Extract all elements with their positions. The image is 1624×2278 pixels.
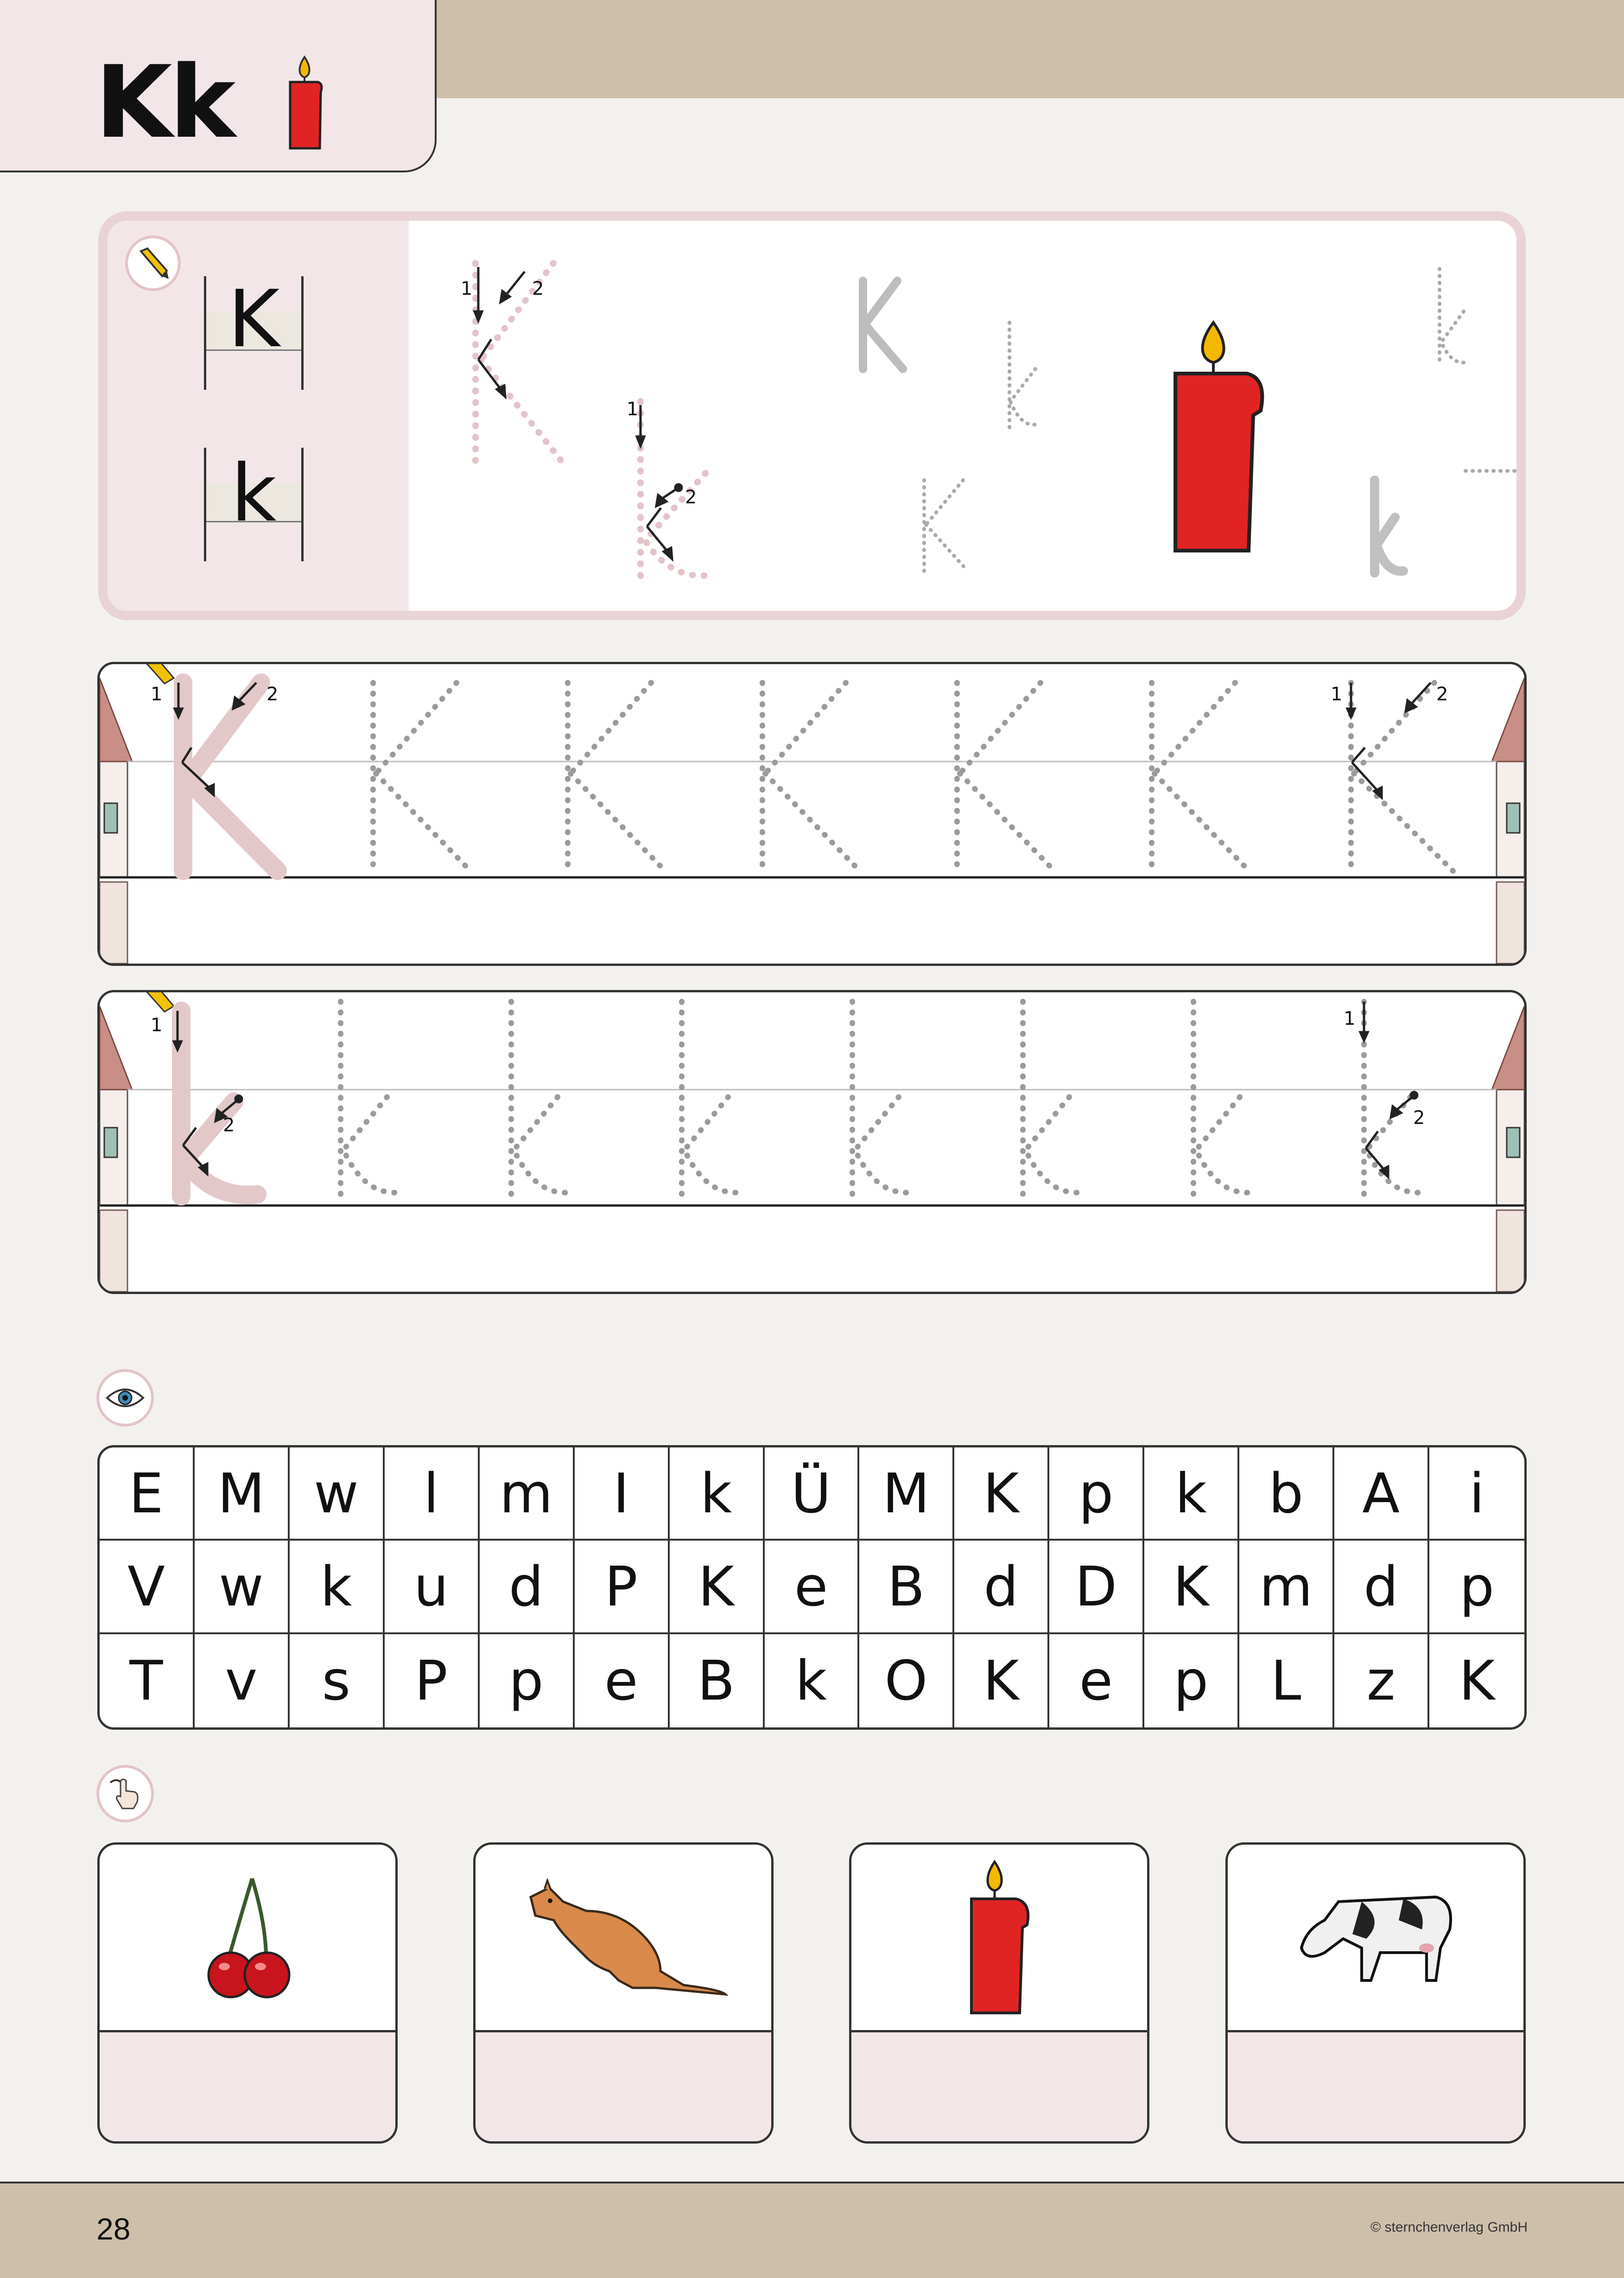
grid-cell[interactable]: I bbox=[575, 1447, 670, 1541]
model-lower-box bbox=[204, 448, 304, 561]
grid-cell[interactable]: L bbox=[1239, 1634, 1334, 1727]
row-upper-stroke-2b: 2 bbox=[1436, 684, 1448, 705]
answer-field[interactable] bbox=[100, 2030, 395, 2141]
grid-cell[interactable]: s bbox=[290, 1634, 385, 1727]
grid-cell[interactable]: v bbox=[195, 1634, 290, 1727]
grid-cell[interactable]: K bbox=[954, 1634, 1049, 1727]
grid-cell[interactable]: m bbox=[480, 1447, 575, 1541]
eye-icon bbox=[105, 1384, 145, 1412]
dotted-lower-k-small bbox=[1009, 323, 1035, 427]
letter-grid bbox=[97, 1445, 1527, 1730]
pencil-badge bbox=[125, 235, 181, 291]
hand-badge bbox=[96, 1765, 154, 1822]
picture-card-kangaroo[interactable] bbox=[473, 1842, 774, 2144]
answer-field[interactable] bbox=[1228, 2030, 1523, 2141]
grid-cell[interactable]: p bbox=[1144, 1634, 1239, 1727]
row-lower-stroke-1b: 1 bbox=[1344, 1008, 1356, 1029]
grid-cell[interactable]: b bbox=[1239, 1447, 1334, 1541]
grid-cell[interactable]: k bbox=[290, 1541, 385, 1634]
grid-cell[interactable]: A bbox=[1334, 1447, 1429, 1541]
dotted-upper-k-guide bbox=[476, 263, 566, 467]
grid-cell[interactable]: z bbox=[1334, 1634, 1429, 1727]
picture-card-cherries[interactable] bbox=[97, 1842, 398, 2144]
stroke-number-2b: 2 bbox=[685, 487, 697, 508]
grid-cell[interactable]: Ü bbox=[765, 1447, 860, 1541]
answer-field[interactable] bbox=[476, 2030, 771, 2141]
grid-cell[interactable]: u bbox=[385, 1541, 480, 1634]
eye-badge bbox=[96, 1369, 154, 1427]
picture-card-candle[interactable] bbox=[849, 1842, 1149, 2144]
grid-cell[interactable]: d bbox=[480, 1541, 575, 1634]
intro-panel bbox=[98, 211, 1526, 620]
gray-upper-k bbox=[863, 281, 903, 369]
stroke-number-1b: 1 bbox=[627, 399, 639, 420]
grid-cell[interactable]: O bbox=[859, 1634, 954, 1727]
candle-icon bbox=[284, 53, 325, 155]
cherries-icon bbox=[197, 1869, 298, 2008]
intro-letters bbox=[409, 221, 1516, 611]
intro-left bbox=[108, 221, 409, 611]
house-left bbox=[100, 1006, 132, 1292]
grid-cell[interactable]: p bbox=[480, 1634, 575, 1727]
row-lower-stroke-2: 2 bbox=[223, 1115, 235, 1136]
candle-icon bbox=[958, 1860, 1041, 2018]
grid-cell[interactable]: B bbox=[670, 1634, 765, 1727]
grid-cell[interactable]: K bbox=[1144, 1541, 1239, 1634]
pencil-icon bbox=[142, 664, 174, 684]
grid-cell[interactable]: P bbox=[385, 1634, 480, 1727]
model-upper-box bbox=[204, 273, 304, 390]
pointing-hand-icon bbox=[107, 1775, 144, 1812]
grid-cell[interactable]: K bbox=[1459, 1649, 1495, 1713]
writing-row-lower-drawing bbox=[100, 992, 1524, 1292]
footer bbox=[0, 2182, 1624, 2278]
candle-illustration bbox=[1175, 323, 1262, 551]
answer-field[interactable] bbox=[851, 2030, 1147, 2141]
dotted-upper-k-bottom-right bbox=[1465, 471, 1516, 573]
writing-row-upper[interactable] bbox=[97, 662, 1527, 966]
model-lower-k bbox=[181, 1011, 257, 1196]
pencil-icon bbox=[134, 245, 171, 282]
copyright: © sternchenverlag GmbH bbox=[1370, 2220, 1528, 2235]
dotted-lower-k-top-right bbox=[1440, 269, 1465, 365]
grid-cell[interactable]: l bbox=[385, 1447, 480, 1541]
grid-cell[interactable]: P bbox=[575, 1541, 670, 1634]
house-left bbox=[100, 678, 132, 964]
grid-cell[interactable]: T bbox=[100, 1634, 195, 1727]
stroke-number-2: 2 bbox=[532, 278, 544, 299]
grid-cell[interactable]: d bbox=[954, 1541, 1049, 1634]
grid-cell[interactable]: K bbox=[954, 1447, 1049, 1541]
grid-cell[interactable]: B bbox=[859, 1541, 954, 1634]
grid-cell[interactable]: e bbox=[575, 1634, 670, 1727]
writing-row-lower[interactable] bbox=[97, 990, 1527, 1294]
grid-cell[interactable]: w bbox=[290, 1447, 385, 1541]
grid-cell[interactable]: D bbox=[1049, 1541, 1144, 1634]
kangaroo-icon bbox=[517, 1878, 730, 1999]
row-upper-stroke-1b: 1 bbox=[1331, 684, 1343, 705]
grid-cell[interactable]: E bbox=[100, 1447, 195, 1541]
grid-cell[interactable]: K bbox=[670, 1541, 765, 1634]
grid-cell[interactable]: m bbox=[1239, 1541, 1334, 1634]
house-right bbox=[1492, 678, 1524, 964]
row-upper-stroke-2: 2 bbox=[266, 684, 279, 705]
writing-row-upper-drawing bbox=[100, 664, 1524, 964]
row-lower-stroke-1: 1 bbox=[151, 1015, 163, 1036]
stroke-number-1: 1 bbox=[461, 278, 473, 299]
grid-cell[interactable]: p bbox=[1049, 1447, 1144, 1541]
gray-lower-k bbox=[1375, 480, 1403, 573]
row-upper-stroke-1: 1 bbox=[151, 684, 163, 705]
grid-cell[interactable]: k bbox=[670, 1447, 765, 1541]
title-box bbox=[0, 0, 437, 172]
picture-card-cow[interactable] bbox=[1225, 1842, 1526, 2144]
grid-cell[interactable]: k bbox=[765, 1634, 860, 1727]
page-number: 28 bbox=[96, 2212, 131, 2246]
grid-cell[interactable]: M bbox=[195, 1447, 290, 1541]
grid-cell[interactable]: M bbox=[859, 1447, 954, 1541]
grid-cell[interactable]: e bbox=[765, 1541, 860, 1634]
house-right bbox=[1492, 1006, 1524, 1292]
grid-cell[interactable]: w bbox=[195, 1541, 290, 1634]
dotted-upper-k-small bbox=[924, 480, 968, 571]
page-title: Kk bbox=[95, 44, 233, 160]
model-upper-letter: K bbox=[228, 273, 280, 365]
dotted-upper-k-series bbox=[373, 683, 1453, 871]
dotted-lower-k-series bbox=[341, 1002, 1421, 1196]
grid-cell[interactable]: k bbox=[1144, 1447, 1239, 1541]
grid-cell[interactable]: i bbox=[1429, 1447, 1524, 1541]
grid-cell[interactable]: V bbox=[100, 1541, 195, 1634]
pencil-icon bbox=[142, 992, 174, 1012]
grid-cell[interactable]: e bbox=[1049, 1634, 1144, 1727]
grid-cell[interactable]: p bbox=[1429, 1541, 1524, 1634]
grid-cell[interactable]: d bbox=[1334, 1541, 1429, 1634]
model-lower-letter: k bbox=[231, 448, 277, 539]
cow-icon bbox=[1288, 1878, 1464, 1999]
row-lower-stroke-2b: 2 bbox=[1413, 1107, 1425, 1129]
